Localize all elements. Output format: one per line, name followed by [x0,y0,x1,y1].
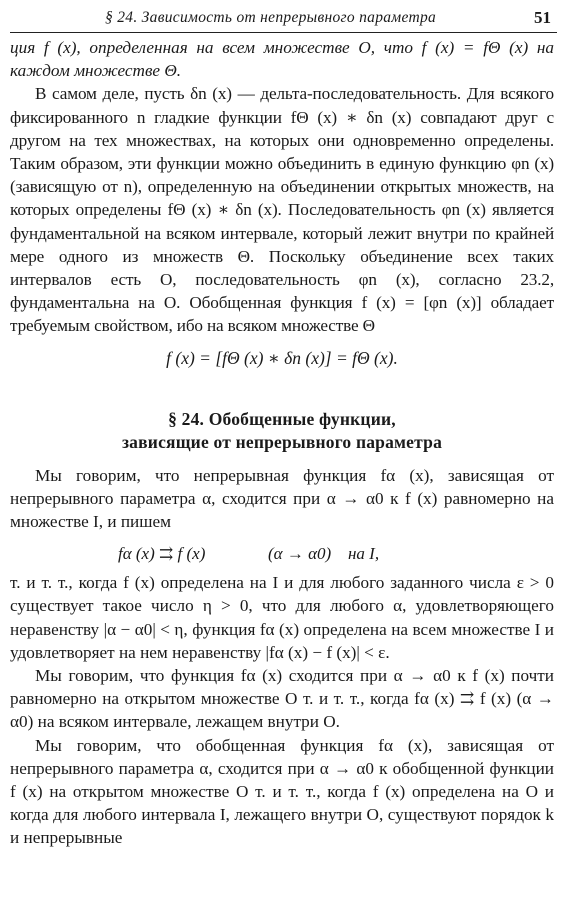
formula-limit: (α → α0) [268,544,332,564]
paragraph-proof: В самом деле, пусть δn (x) — дельта-последовательность. Для всякого фиксированного n гладкие функции fΘ (x) ∗ δn (x) совпадают друг с другом на тех множествах, на которых они одновременно определены. Таким образом, эти функции можно объединить в единую функцию φn (x) (зависящую от n), определенную на объединении открытых множеств, на которых определены fΘ (x) ∗ δn (x). Последовательность φn (x) является фундаментальной на всяком интервале, который лежит внутри по крайней мере одного из множеств Θ. Поскольку объединение всех таких интервалов есть O, последовательность φn (x), согласно 23.2, фундаментальна на O. Обобщенная функция f (x) = [φn (x)] обладает требуемым свойством, ибо на всяком множестве Θ [10,84,554,336]
display-formula: f (x) = [fΘ (x) ∗ δn (x)] = fΘ (x). [166,347,398,368]
section-heading: § 24. Обобщенные функции, зависящие от непрерывного параметра [121,408,443,452]
paragraph-continued: ция f (x), определенная на всем множестве O, что f (x) = fΘ (x) на каждом множестве Θ. [10,38,554,81]
paragraph-definition-uniform: Мы говорим, что непрерывная функция fα (x), зависящая от непрерывного параметра α, сходится при α → α0 к f (x) равномерно на множестве I, и пишем [10,465,554,532]
paragraph-almost-uniform: Мы говорим, что функция fα (x) сходится при α → α0 к f (x) почти равномерно на открытом множестве O т. и т. т., когда fα (x) ⇉ f (x) (α → α0) на всяком интервале, лежащем внутри O. [10,666,554,732]
paragraph-condition: т. и т. т., когда f (x) определена на I и для любого заданного числа ε > 0 существует такое число η > 0, что для любого α, удовлетворяющего неравенству |α − α0| < η, функция fα (x) определена на всем множестве I и удовлетворяет на нем неравенству |fα (x) − f (x)| < ε. [10,573,554,662]
formula-convergence: fα (x) ⇉ f (x) [118,544,206,564]
formula-set: на I, [348,544,380,564]
running-title: § 24. Зависимость от непрерывного параметра [105,9,437,26]
page-body [10,36,554,850]
running-head [10,4,557,33]
display-convergence-formula [10,539,554,569]
page-number: 51 [534,8,551,27]
paragraph-generalized: Мы говорим, что обобщенная функция fα (x), зависящая от непрерывного параметра α, сходится при α → α0 к обобщенной функции f (x) на открытом множестве O т. и т. т., когда f (x) определена на O и когда для любого интервала I, лежащего внутри O, существуют порядок k и непрерывные [10,735,554,848]
